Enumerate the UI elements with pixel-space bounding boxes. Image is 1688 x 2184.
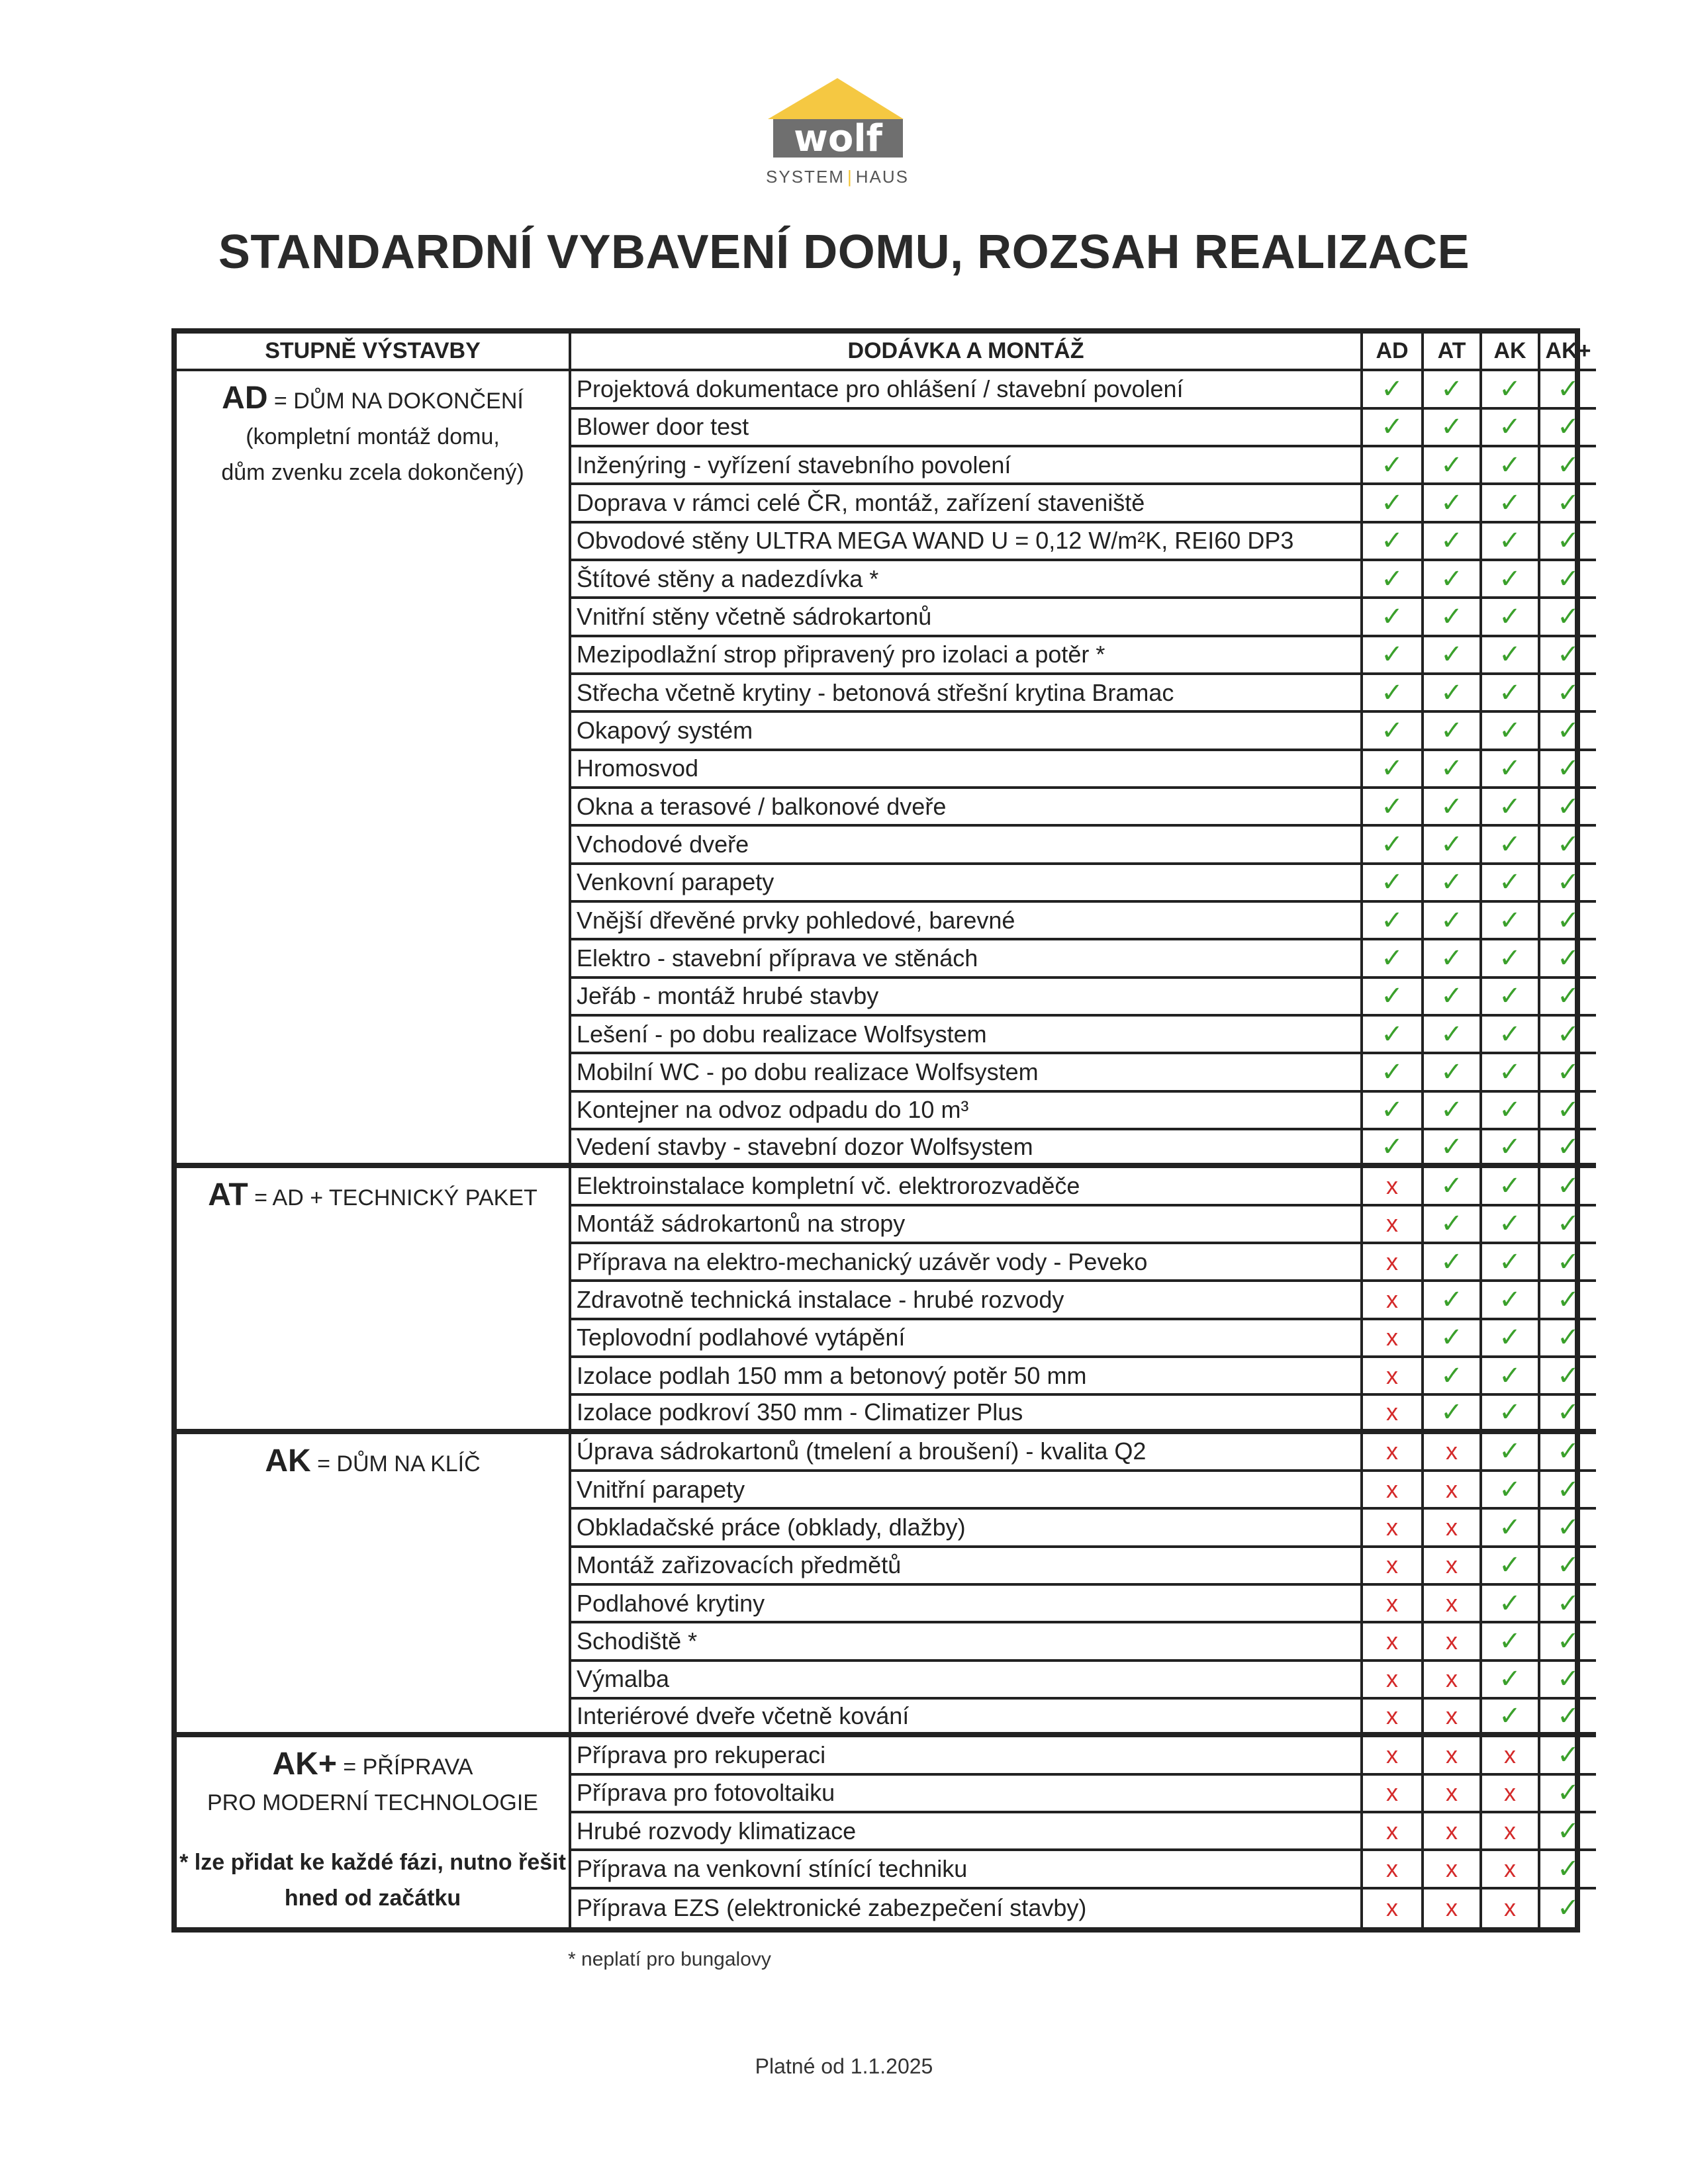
stage-description: = AD + TECHNICKÝ PAKET [248, 1185, 538, 1211]
check-icon: ✓ [1482, 523, 1540, 561]
check-icon: ✓ [1540, 713, 1596, 751]
cross-icon: x [1482, 1813, 1540, 1851]
cross-icon: x [1363, 1244, 1424, 1282]
check-icon: ✓ [1424, 1130, 1482, 1168]
check-icon: ✓ [1482, 827, 1540, 864]
check-icon: ✓ [1540, 1244, 1596, 1282]
cross-icon: x [1424, 1586, 1482, 1623]
check-icon: ✓ [1540, 1093, 1596, 1130]
check-icon: ✓ [1540, 789, 1596, 827]
check-icon: ✓ [1540, 751, 1596, 789]
check-icon: ✓ [1540, 1700, 1596, 1737]
stage-ak [177, 1434, 571, 1738]
delivery-item: Venkovní parapety [571, 865, 1363, 903]
check-icon: ✓ [1482, 1472, 1540, 1510]
cross-icon: x [1424, 1662, 1482, 1700]
delivery-item: Zdravotně technická instalace - hrubé rozvody [571, 1282, 1363, 1320]
check-icon: ✓ [1540, 1737, 1596, 1775]
check-icon: ✓ [1363, 713, 1424, 751]
cross-icon: x [1363, 1586, 1424, 1623]
delivery-item: Příprava EZS (elektronické zabezpečení stavby) [571, 1889, 1363, 1927]
cross-icon: x [1363, 1813, 1424, 1851]
delivery-item: Štítové stěny a nadezdívka * [571, 561, 1363, 599]
check-icon: ✓ [1540, 940, 1596, 978]
stage-description: = DŮM NA DOKONČENÍ [267, 388, 524, 414]
check-icon: ✓ [1424, 1396, 1482, 1433]
check-icon: ✓ [1424, 903, 1482, 940]
delivery-item: Příprava pro rekuperaci [571, 1737, 1363, 1775]
check-icon: ✓ [1482, 1168, 1540, 1206]
wolf-logo [761, 73, 914, 192]
stage-code: AK+ [272, 1747, 337, 1782]
logo-subtitle: SYSTEM | HAUS [766, 167, 909, 187]
check-icon: ✓ [1424, 599, 1482, 637]
cross-icon: x [1363, 1623, 1424, 1661]
cross-icon: x [1424, 1737, 1482, 1775]
check-icon: ✓ [1540, 1623, 1596, 1661]
delivery-item: Blower door test [571, 410, 1363, 447]
check-icon: ✓ [1482, 1320, 1540, 1358]
cross-icon: x [1363, 1168, 1424, 1206]
delivery-item: Izolace podlah 150 mm a betonový potěr 50 mm [571, 1358, 1363, 1396]
stage-at [177, 1168, 571, 1433]
cross-icon: x [1424, 1813, 1482, 1851]
delivery-item: Elektroinstalace kompletní vč. elektrorozvaděče [571, 1168, 1363, 1206]
cross-icon: x [1424, 1623, 1482, 1661]
check-icon: ✓ [1482, 410, 1540, 447]
check-icon: ✓ [1424, 447, 1482, 485]
check-icon: ✓ [1482, 447, 1540, 485]
check-icon: ✓ [1424, 637, 1482, 675]
stage-code: AK [265, 1443, 311, 1479]
check-icon: ✓ [1363, 1130, 1424, 1168]
check-icon: ✓ [1424, 1017, 1482, 1054]
check-icon: ✓ [1540, 1434, 1596, 1472]
stage-akplus [177, 1737, 571, 1927]
check-icon: ✓ [1540, 903, 1596, 940]
check-icon: ✓ [1540, 1168, 1596, 1206]
check-icon: ✓ [1363, 599, 1424, 637]
check-icon: ✓ [1424, 940, 1482, 978]
cross-icon: x [1363, 1396, 1424, 1433]
check-icon: ✓ [1363, 1093, 1424, 1130]
cross-icon: x [1363, 1358, 1424, 1396]
check-icon: ✓ [1424, 1168, 1482, 1206]
delivery-item: Střecha včetně krytiny - betonová střešní krytina Bramac [571, 675, 1363, 713]
check-icon: ✓ [1363, 561, 1424, 599]
check-icon: ✓ [1540, 447, 1596, 485]
check-icon: ✓ [1363, 675, 1424, 713]
check-icon: ✓ [1540, 1776, 1596, 1813]
header-delivery: DODÁVKA A MONTÁŽ [571, 334, 1363, 371]
cross-icon: x [1363, 1472, 1424, 1510]
check-icon: ✓ [1424, 827, 1482, 864]
header-at: AT [1424, 334, 1482, 371]
page-title: STANDARDNÍ VYBAVENÍ DOMU, ROZSAH REALIZACE [218, 226, 1470, 279]
cross-icon: x [1482, 1851, 1540, 1889]
check-icon: ✓ [1424, 789, 1482, 827]
check-icon: ✓ [1424, 1358, 1482, 1396]
stage-description: = PŘÍPRAVA [336, 1754, 473, 1780]
check-icon: ✓ [1424, 1206, 1482, 1244]
header-ad: AD [1363, 334, 1424, 371]
check-icon: ✓ [1424, 1320, 1482, 1358]
check-icon: ✓ [1482, 1700, 1540, 1737]
delivery-item: Obvodové stěny ULTRA MEGA WAND U = 0,12 W/m²K, REI60 DP3 [571, 523, 1363, 561]
check-icon: ✓ [1482, 371, 1540, 409]
check-icon: ✓ [1482, 1548, 1540, 1586]
check-icon: ✓ [1482, 1282, 1540, 1320]
check-icon: ✓ [1540, 523, 1596, 561]
delivery-item: Vchodové dveře [571, 827, 1363, 864]
check-icon: ✓ [1424, 485, 1482, 523]
delivery-item: Teplovodní podlahové vytápění [571, 1320, 1363, 1358]
stage-detail: (kompletní montáž domu, [246, 424, 500, 450]
delivery-item: Obkladačské práce (obklady, dlažby) [571, 1510, 1363, 1547]
stage-detail: PRO MODERNÍ TECHNOLOGIE [207, 1790, 538, 1816]
check-icon: ✓ [1424, 1054, 1482, 1092]
check-icon: ✓ [1363, 447, 1424, 485]
check-icon: ✓ [1363, 789, 1424, 827]
check-icon: ✓ [1424, 561, 1482, 599]
logo-wordmark: wolf [794, 117, 882, 160]
check-icon: ✓ [1482, 599, 1540, 637]
delivery-item: Mobilní WC - po dobu realizace Wolfsystem [571, 1054, 1363, 1092]
cross-icon: x [1363, 1548, 1424, 1586]
stage-detail: dům zvenku zcela dokončený) [221, 460, 524, 486]
delivery-item: Lešení - po dobu realizace Wolfsystem [571, 1017, 1363, 1054]
check-icon: ✓ [1424, 979, 1482, 1017]
check-icon: ✓ [1540, 1813, 1596, 1851]
delivery-item: Vnitřní parapety [571, 1472, 1363, 1510]
delivery-item: Okapový systém [571, 713, 1363, 751]
cross-icon: x [1424, 1434, 1482, 1472]
check-icon: ✓ [1540, 637, 1596, 675]
check-icon: ✓ [1363, 979, 1424, 1017]
check-icon: ✓ [1482, 865, 1540, 903]
check-icon: ✓ [1540, 1851, 1596, 1889]
cross-icon: x [1424, 1776, 1482, 1813]
cross-icon: x [1363, 1776, 1424, 1813]
cross-icon: x [1424, 1510, 1482, 1547]
check-icon: ✓ [1424, 523, 1482, 561]
check-icon: ✓ [1540, 1396, 1596, 1433]
delivery-item: Elektro - stavební příprava ve stěnách [571, 940, 1363, 978]
delivery-item: Montáž sádrokartonů na stropy [571, 1206, 1363, 1244]
check-icon: ✓ [1482, 675, 1540, 713]
cross-icon: x [1363, 1206, 1424, 1244]
check-icon: ✓ [1363, 865, 1424, 903]
delivery-item: Hrubé rozvody klimatizace [571, 1813, 1363, 1851]
check-icon: ✓ [1363, 410, 1424, 447]
equipment-table [171, 328, 1591, 1933]
check-icon: ✓ [1482, 1623, 1540, 1661]
check-icon: ✓ [1540, 1130, 1596, 1168]
delivery-item: Interiérové dveře včetně kování [571, 1700, 1363, 1737]
delivery-item: Úprava sádrokartonů (tmelení a broušení) - kvalita Q2 [571, 1434, 1363, 1472]
delivery-item: Kontejner na odvoz odpadu do 10 m³ [571, 1093, 1363, 1130]
check-icon: ✓ [1363, 371, 1424, 409]
delivery-item: Izolace podkroví 350 mm - Climatizer Plus [571, 1396, 1363, 1433]
check-icon: ✓ [1482, 1093, 1540, 1130]
check-icon: ✓ [1540, 485, 1596, 523]
delivery-item: Vnější dřevěné prvky pohledové, barevné [571, 903, 1363, 940]
delivery-item: Jeřáb - montáž hrubé stavby [571, 979, 1363, 1017]
check-icon: ✓ [1482, 1510, 1540, 1547]
cross-icon: x [1363, 1434, 1424, 1472]
check-icon: ✓ [1540, 371, 1596, 409]
check-icon: ✓ [1482, 903, 1540, 940]
header-akplus: AK+ [1540, 334, 1596, 371]
check-icon: ✓ [1363, 485, 1424, 523]
check-icon: ✓ [1424, 410, 1482, 447]
check-icon: ✓ [1424, 371, 1482, 409]
check-icon: ✓ [1540, 561, 1596, 599]
check-icon: ✓ [1540, 410, 1596, 447]
check-icon: ✓ [1540, 1662, 1596, 1700]
cross-icon: x [1363, 1700, 1424, 1737]
check-icon: ✓ [1482, 1662, 1540, 1700]
cross-icon: x [1424, 1472, 1482, 1510]
cross-icon: x [1424, 1851, 1482, 1889]
cross-icon: x [1424, 1889, 1482, 1927]
check-icon: ✓ [1482, 751, 1540, 789]
stage-code: AD [222, 381, 268, 416]
check-icon: ✓ [1540, 1358, 1596, 1396]
check-icon: ✓ [1540, 1586, 1596, 1623]
delivery-item: Vnitřní stěny včetně sádrokartonů [571, 599, 1363, 637]
delivery-item: Podlahové krytiny [571, 1586, 1363, 1623]
check-icon: ✓ [1482, 1017, 1540, 1054]
delivery-item: Vedení stavby - stavební dozor Wolfsystem [571, 1130, 1363, 1168]
delivery-item: Příprava pro fotovoltaiku [571, 1776, 1363, 1813]
cross-icon: x [1482, 1776, 1540, 1813]
check-icon: ✓ [1482, 561, 1540, 599]
check-icon: ✓ [1363, 1054, 1424, 1092]
check-icon: ✓ [1540, 675, 1596, 713]
check-icon: ✓ [1363, 1017, 1424, 1054]
delivery-item: Doprava v rámci celé ČR, montáž, zařízení staveniště [571, 485, 1363, 523]
delivery-item: Schodiště * [571, 1623, 1363, 1661]
stage-ad [177, 371, 571, 1168]
check-icon: ✓ [1482, 1054, 1540, 1092]
check-icon: ✓ [1540, 1320, 1596, 1358]
check-icon: ✓ [1540, 1017, 1596, 1054]
check-icon: ✓ [1540, 1472, 1596, 1510]
check-icon: ✓ [1482, 485, 1540, 523]
cross-icon: x [1363, 1510, 1424, 1547]
cross-icon: x [1363, 1662, 1424, 1700]
cross-icon: x [1363, 1282, 1424, 1320]
check-icon: ✓ [1540, 599, 1596, 637]
check-icon: ✓ [1424, 1093, 1482, 1130]
check-icon: ✓ [1482, 1434, 1540, 1472]
check-icon: ✓ [1482, 713, 1540, 751]
check-icon: ✓ [1424, 751, 1482, 789]
check-icon: ✓ [1363, 523, 1424, 561]
check-icon: ✓ [1540, 979, 1596, 1017]
header-ak: AK [1482, 334, 1540, 371]
stage-description: = DŮM NA KLÍČ [310, 1451, 481, 1477]
check-icon: ✓ [1363, 637, 1424, 675]
house-logo-icon [761, 73, 914, 162]
check-icon: ✓ [1540, 865, 1596, 903]
check-icon: ✓ [1424, 675, 1482, 713]
check-icon: ✓ [1482, 1244, 1540, 1282]
delivery-item: Příprava na venkovní stínící techniku [571, 1851, 1363, 1889]
check-icon: ✓ [1363, 827, 1424, 864]
cross-icon: x [1482, 1889, 1540, 1927]
stage-note: * lze přidat ke každé fázi, nutno řešit hned od začátku [179, 1850, 566, 1911]
check-icon: ✓ [1482, 637, 1540, 675]
delivery-item: Hromosvod [571, 751, 1363, 789]
check-icon: ✓ [1482, 789, 1540, 827]
check-icon: ✓ [1540, 1548, 1596, 1586]
valid-from: Platné od 1.1.2025 [755, 2054, 933, 2078]
check-icon: ✓ [1482, 979, 1540, 1017]
check-icon: ✓ [1424, 1244, 1482, 1282]
stage-code: AT [208, 1177, 248, 1213]
check-icon: ✓ [1424, 865, 1482, 903]
check-icon: ✓ [1540, 827, 1596, 864]
check-icon: ✓ [1482, 940, 1540, 978]
check-icon: ✓ [1363, 940, 1424, 978]
delivery-item: Výmalba [571, 1662, 1363, 1700]
cross-icon: x [1424, 1700, 1482, 1737]
cross-icon: x [1363, 1851, 1424, 1889]
delivery-item: Inženýring - vyřízení stavebního povolení [571, 447, 1363, 485]
check-icon: ✓ [1424, 1282, 1482, 1320]
check-icon: ✓ [1482, 1130, 1540, 1168]
check-icon: ✓ [1482, 1206, 1540, 1244]
check-icon: ✓ [1540, 1282, 1596, 1320]
cross-icon: x [1363, 1737, 1424, 1775]
check-icon: ✓ [1557, 1893, 1579, 1923]
delivery-item: Mezipodlažní strop připravený pro izolaci a potěr * [571, 637, 1363, 675]
delivery-item: Projektová dokumentace pro ohlášení / stavební povolení [571, 371, 1363, 409]
check-icon: ✓ [1540, 1510, 1596, 1547]
check-icon: ✓ [1540, 1054, 1596, 1092]
check-icon: ✓ [1482, 1396, 1540, 1433]
cross-icon: x [1363, 1320, 1424, 1358]
check-icon: ✓ [1540, 1206, 1596, 1244]
header-stages: STUPNĚ VÝSTAVBY [177, 334, 571, 371]
cross-icon: x [1482, 1737, 1540, 1775]
check-icon: ✓ [1482, 1358, 1540, 1396]
delivery-item: Příprava na elektro-mechanický uzávěr vody - Peveko [571, 1244, 1363, 1282]
cross-icon: x [1363, 1889, 1424, 1927]
cross-icon: x [1424, 1548, 1482, 1586]
check-icon: ✓ [1363, 751, 1424, 789]
check-icon: ✓ [1424, 713, 1482, 751]
footnote: * neplatí pro bungalovy [568, 1948, 771, 1970]
check-icon: ✓ [1482, 1586, 1540, 1623]
delivery-item: Okna a terasové / balkonové dveře [571, 789, 1363, 827]
delivery-item: Montáž zařizovacích předmětů [571, 1548, 1363, 1586]
check-icon: ✓ [1363, 903, 1424, 940]
